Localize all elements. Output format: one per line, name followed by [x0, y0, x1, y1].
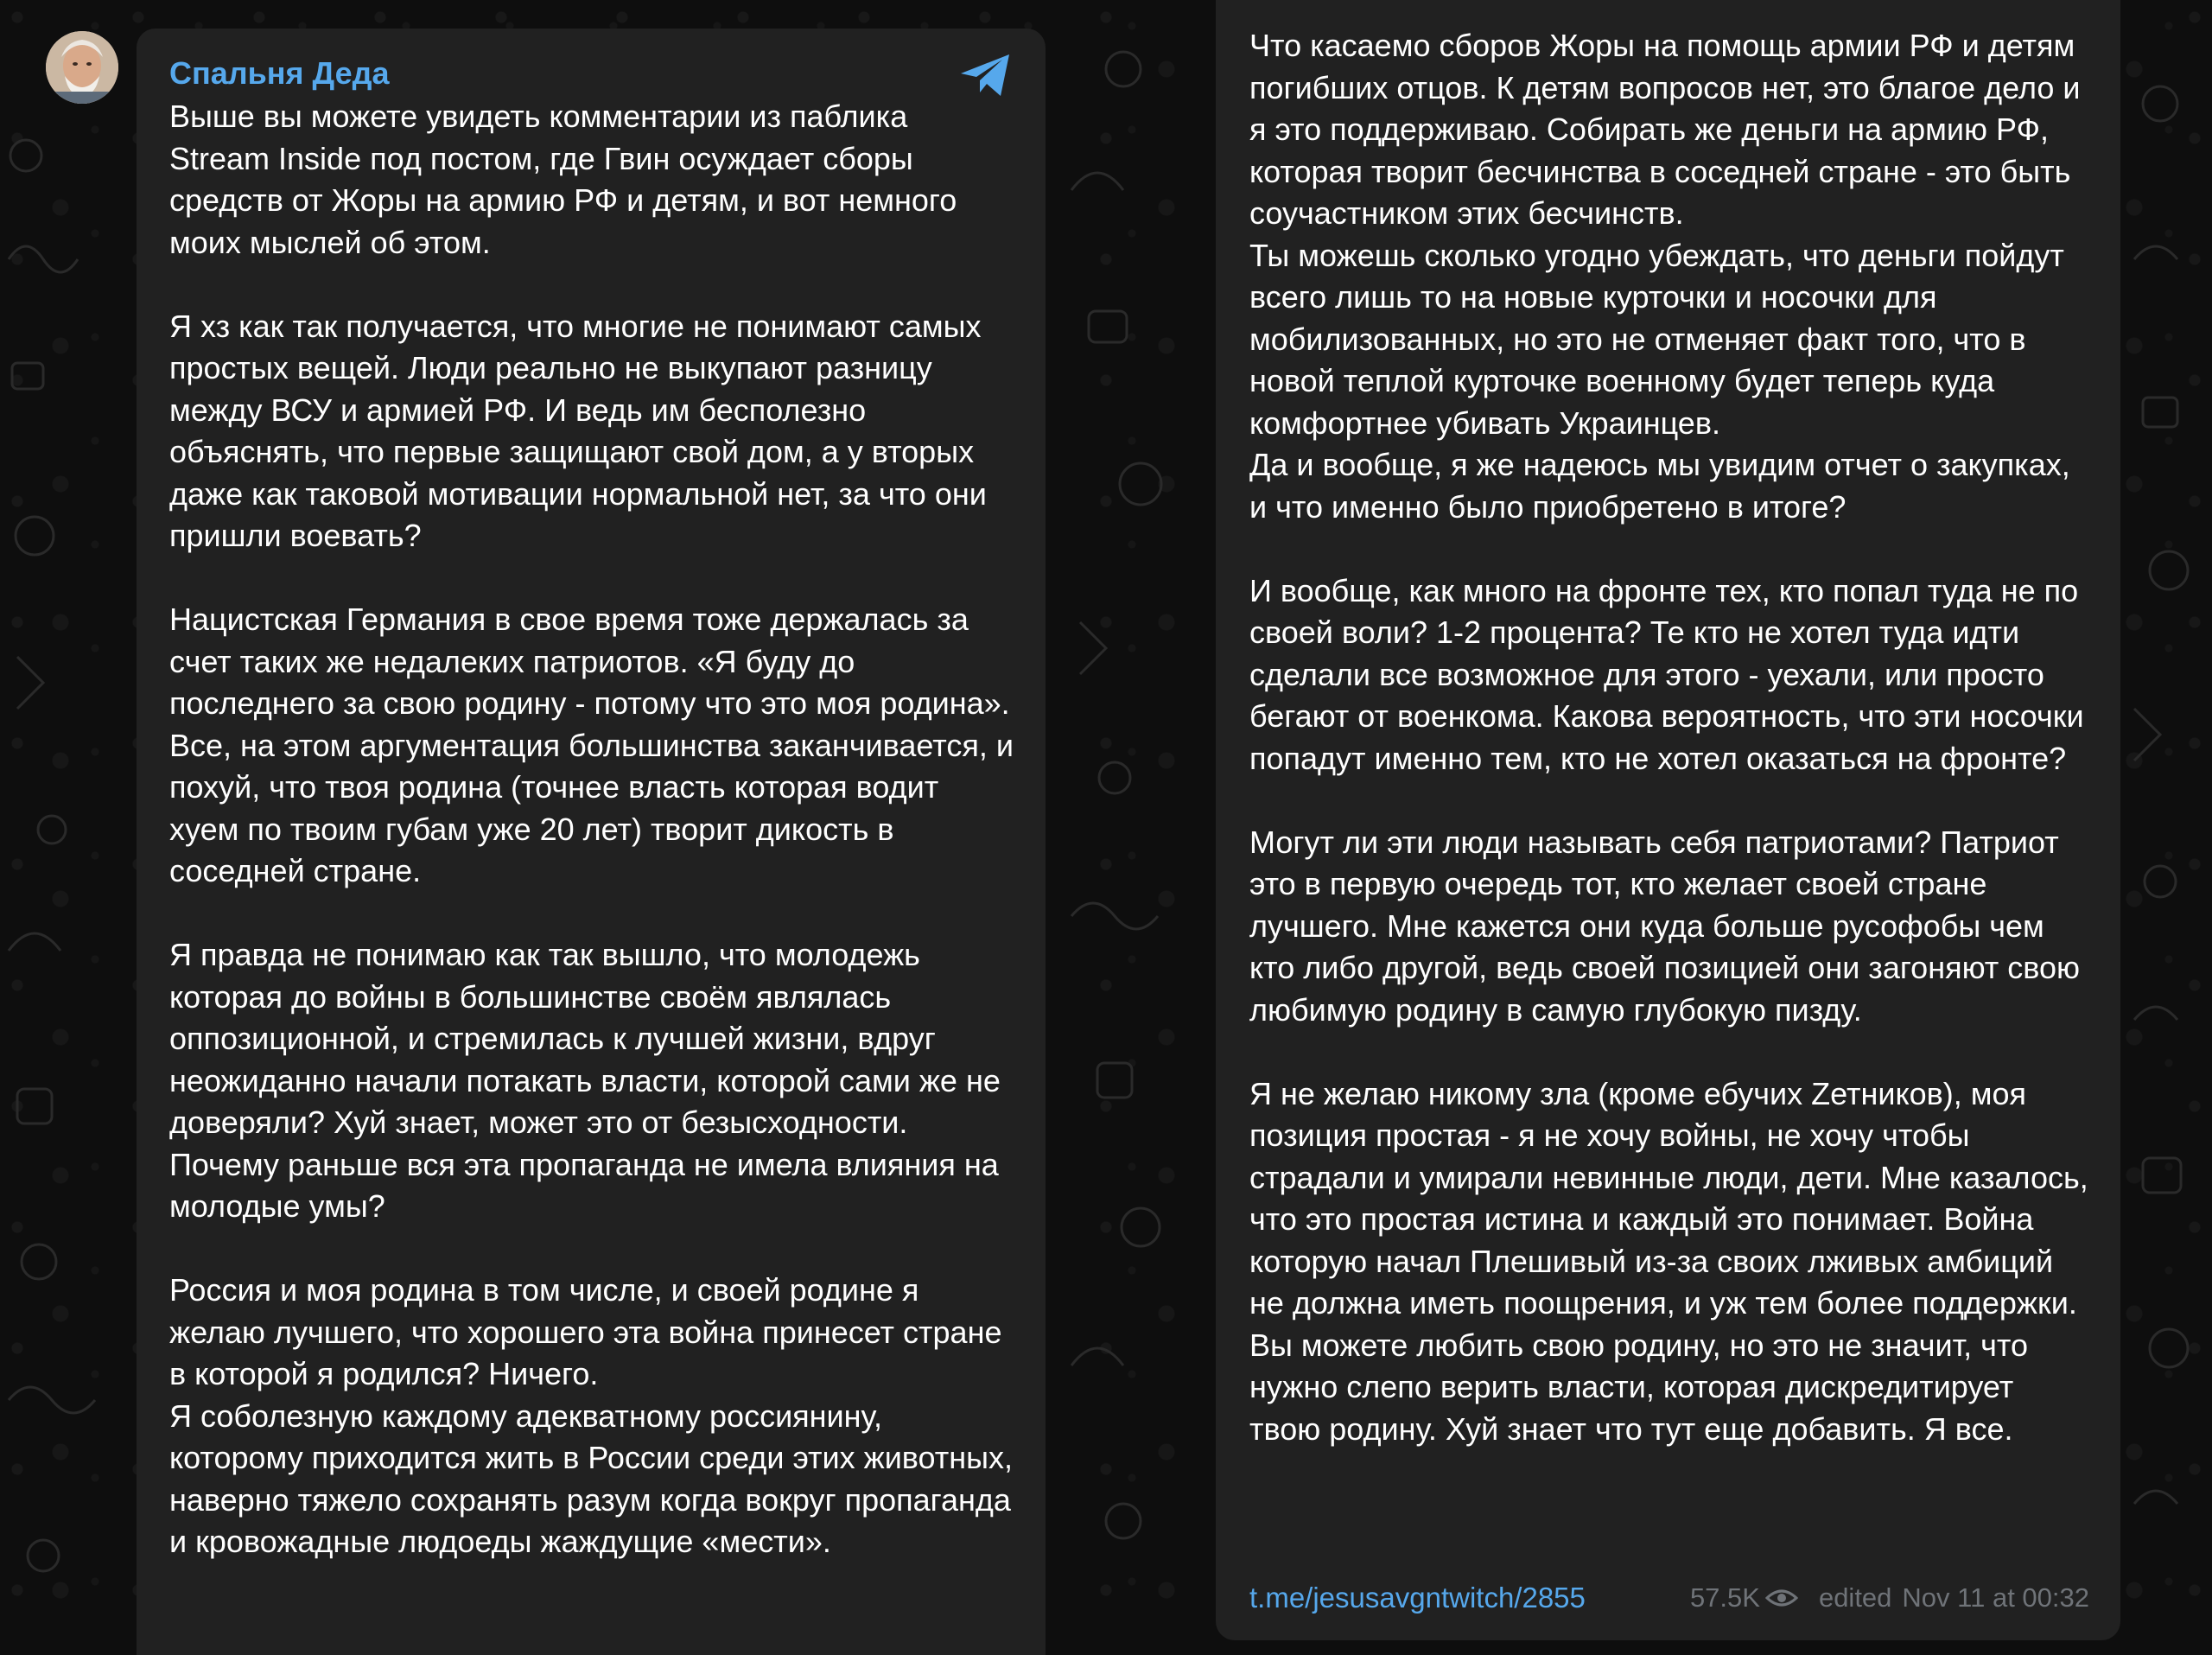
channel-avatar[interactable]	[46, 31, 118, 104]
right-paragraph-4: Я не желаю никому зла (кроме ебучих Zетников), моя позиция простая - я не хочу войны, не хочу чтобы страдали и умирали невинные люди, дети. Мне казалось, что это простая истина и каждый это понимает. Война которую начал Плешивый из-за своих лживых амбиций не должна иметь поощрения, и уж тем более поддержки. Вы можете любить свою родину, но это не значит, что нужно слепо верить власти, которая дискредитирует твою родину. Хуй знает что тут еще добавить. Я все.	[1249, 1075, 2097, 1447]
right-paragraph-1: Что касаемо сборов Жоры на помощь армии РФ и детям погибших отцов. К детям вопросов нет, это благое дело и я это поддерживаю. Собирать же деньги на армию РФ, которая творит бесчинства в соседней стране - это быть соучастником этих бесчинств. Ты можешь сколько угодно убеждать, что деньги пойдут всего лишь то на новые курточки и носочки для мобилизованных, но это не отменяет факт того, что в новой теплой курточке военному будет теперь куда комфортнее убивать Украинцев. Да и вообще, я же надеюсь мы увидим отчет о закупках, и что именно было приобретено в итоге?	[1249, 28, 2081, 525]
view-count: 57.5K	[1689, 1582, 1760, 1613]
left-paragraph-4: Я правда не понимаю как так вышло, что молодежь которая до войны в большинстве своём являлась оппозиционной, и стремилась к лучшей жизни, вдруг неожиданно начали потакать власти, которой сами же не доверяли? Хуй знает, может это от безысходности. Почему раньше вся эта пропаганда не имела влияния на молодые умы?	[169, 937, 1009, 1224]
telegram-share-icon	[957, 51, 1014, 99]
message-bubble-right	[1216, 0, 2120, 1640]
message-date: Nov 11 at 00:32	[1902, 1582, 2089, 1613]
channel-name[interactable]: Спальня Деда	[169, 55, 390, 91]
left-paragraph-5: Россия и моя родина в том числе, и своей родине я желаю лучшего, что хорошего эта война принесет стране в которой я родился? Ничего. Я соболезную каждому адекватному россиянину, которому приходится жить в России среди этих животных, наверно тяжело сохранять разум когда вокруг пропаганда и кровожадные людоеды жаждущие «мести».	[169, 1272, 1014, 1559]
left-paragraph-2: Я хз как так получается, что многие не понимают самых простых вещей. Люди реально не выкупают разницу между ВСУ и армией РФ. И ведь им бесполезно объяснять, что первые защищают свой дом, а у вторых даже как таковой мотивации нормальной нет, за что они пришли воевать?	[169, 308, 995, 553]
message-meta	[1690, 1577, 2089, 1620]
avatar-photo	[46, 31, 118, 104]
share-button[interactable]	[957, 51, 1014, 99]
right-paragraph-2: И вообще, как много на фронте тех, кто попал туда не по своей воли? 1-2 процента? Те кто не хотел туда идти сделали все возможное для этого - уехали, или просто бегают от военкома. Какова вероятность, что эти носочки попадут именно тем, кто не хотел оказаться на фронте?	[1249, 572, 2093, 776]
right-paragraph-3: Могут ли эти люди называть себя патриотами? Патриот это в первую очередь тот, кто желает своей стране лучшего. Мне кажется они куда больше русофобы чем кто либо другой, ведь своей позицией они загоняют свою любимую родину в самую глубокую пизду.	[1249, 824, 2089, 1028]
post-link[interactable]: t.me/jesusavgntwitch/2855	[1249, 1581, 1586, 1614]
eye-icon	[1765, 1588, 1798, 1608]
left-paragraph-3: Нацистская Германия в свое время тоже держалась за счет таких же недалеких патриотов. «Я буду до последнего за свою родину - потому что это моя родина». Все, на этом аргументация большинства заканчивается, и похуй, что твоя родина (точнее власть которая водит хуем по твоим губам уже 20 лет) творит дикость в соседней стране.	[169, 602, 1022, 888]
message-footer	[1249, 1578, 2089, 1618]
message-bubble-left	[137, 29, 1046, 1655]
edited-label: edited	[1818, 1582, 1892, 1613]
left-paragraph-1: Выше вы можете увидеть комментарии из паблика Stream Inside под постом, где Гвин осуждает сборы средств от Жоры на армию РФ и детям, и вот немного моих мыслей об этом.	[169, 99, 966, 260]
